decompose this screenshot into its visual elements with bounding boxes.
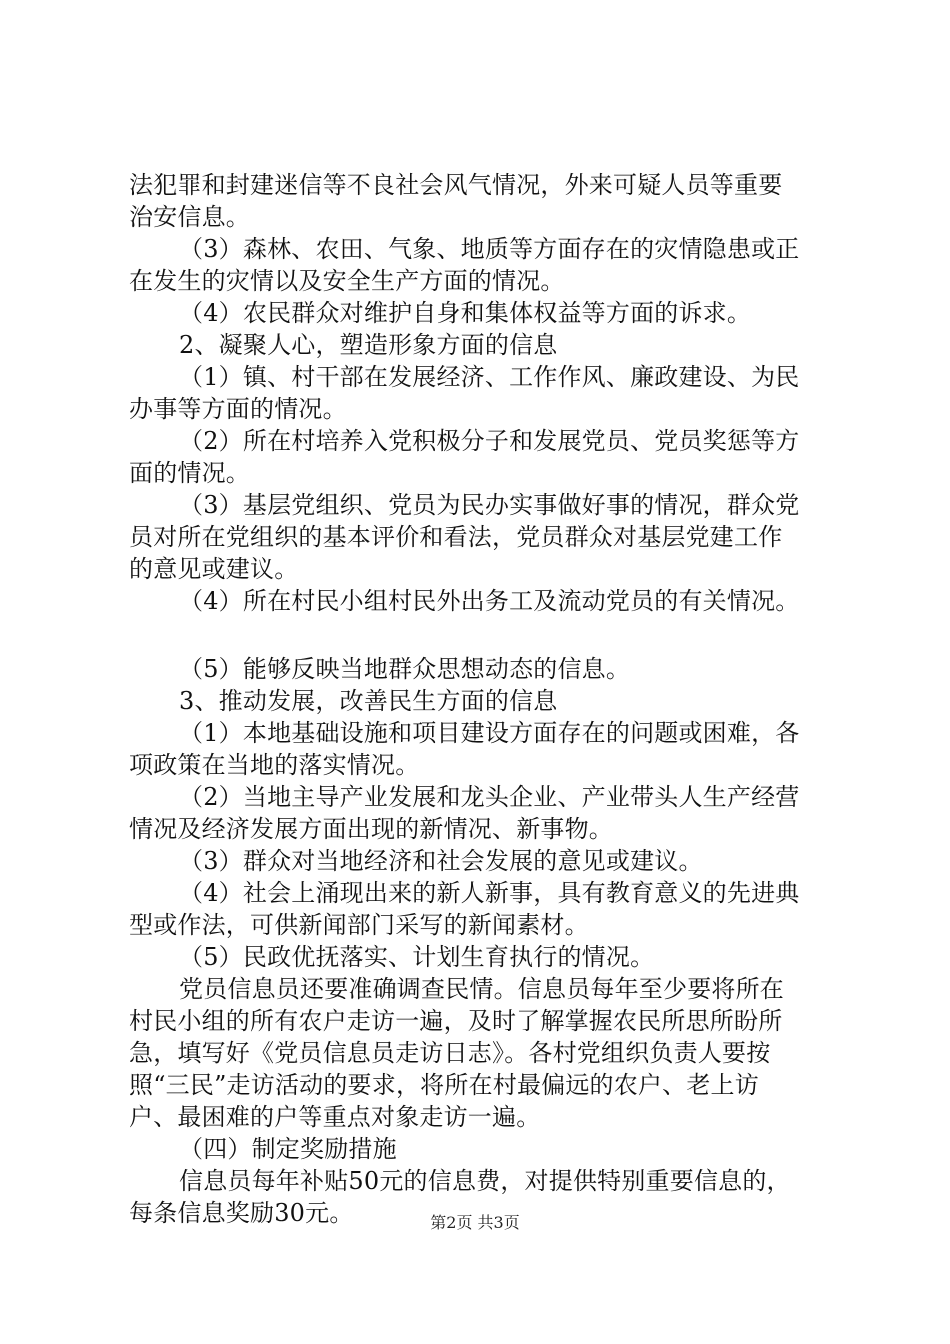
text-line: （1）本地基础设施和项目建设方面存在的问题或困难，各: [179, 719, 800, 747]
text-line: 情况及经济发展方面出现的新情况、新事物。: [129, 815, 613, 843]
text-line: 面的情况。: [129, 459, 250, 487]
text-line: （5）能够反映当地群众思想动态的信息。: [179, 655, 631, 683]
text-line: 治安信息。: [129, 203, 250, 231]
text-line: 项政策在当地的落实情况。: [129, 751, 420, 779]
text-line: 3、推动发展，改善民生方面的信息: [179, 687, 558, 715]
text-line: （3）群众对当地经济和社会发展的意见或建议。: [179, 847, 703, 875]
text-line: 信息员每年补贴50元的信息费，对提供特别重要信息的，: [179, 1167, 791, 1195]
text-line: 员对所在党组织的基本评价和看法，党员群众对基层党建工作: [129, 523, 783, 551]
document-body: [129, 169, 839, 1229]
text-line: 2、凝聚人心，塑造形象方面的信息: [179, 331, 558, 359]
text-line: 型或作法，可供新闻部门采写的新闻素材。: [129, 911, 589, 939]
text-line: 的意见或建议。: [129, 555, 299, 583]
text-line: （5）民政优抚落实、计划生育执行的情况。: [179, 943, 655, 971]
text-line: （3）森林、农田、气象、地质等方面存在的灾情隐患或正: [179, 235, 800, 263]
text-line: 照“三民”走访活动的要求，将所在村最偏远的农户、老上访: [129, 1071, 759, 1099]
text-line: （1）镇、村干部在发展经济、工作作风、廉政建设、为民: [179, 363, 800, 391]
text-line: （2）当地主导产业发展和龙头企业、产业带头人生产经营: [179, 783, 800, 811]
text-line: 急，填写好《党员信息员走访日志》。各村党组织负责人要按: [129, 1039, 771, 1067]
page-footer: 第2页 共3页: [430, 1213, 520, 1232]
text-line: （4）社会上涌现出来的新人新事，具有教育意义的先进典: [179, 879, 800, 907]
text-line: （4）农民群众对维护自身和集体权益等方面的诉求。: [179, 299, 752, 327]
text-line: （4）所在村民小组村民外出务工及流动党员的有关情况。: [179, 587, 800, 615]
text-line: 在发生的灾情以及安全生产方面的情况。: [129, 267, 565, 295]
text-line: 户、最困难的户等重点对象走访一遍。: [129, 1103, 541, 1131]
text-line: （2）所在村培养入党积极分子和发展党员、党员奖惩等方: [179, 427, 800, 455]
blank-line: [129, 617, 839, 653]
text-line: 办事等方面的情况。: [129, 395, 347, 423]
text-line: 村民小组的所有农户走访一遍，及时了解掌握农民所思所盼所: [129, 1007, 783, 1035]
text-line: （3）基层党组织、党员为民办实事做好事的情况，群众党: [179, 491, 800, 519]
text-line: 法犯罪和封建迷信等不良社会风气情况，外来可疑人员等重要: [129, 171, 783, 199]
text-line: 每条信息奖励30元。: [129, 1199, 354, 1227]
text-line: 党员信息员还要准确调查民情。信息员每年至少要将所在: [179, 975, 784, 1003]
text-line: （四）制定奖励措施: [179, 1135, 397, 1163]
